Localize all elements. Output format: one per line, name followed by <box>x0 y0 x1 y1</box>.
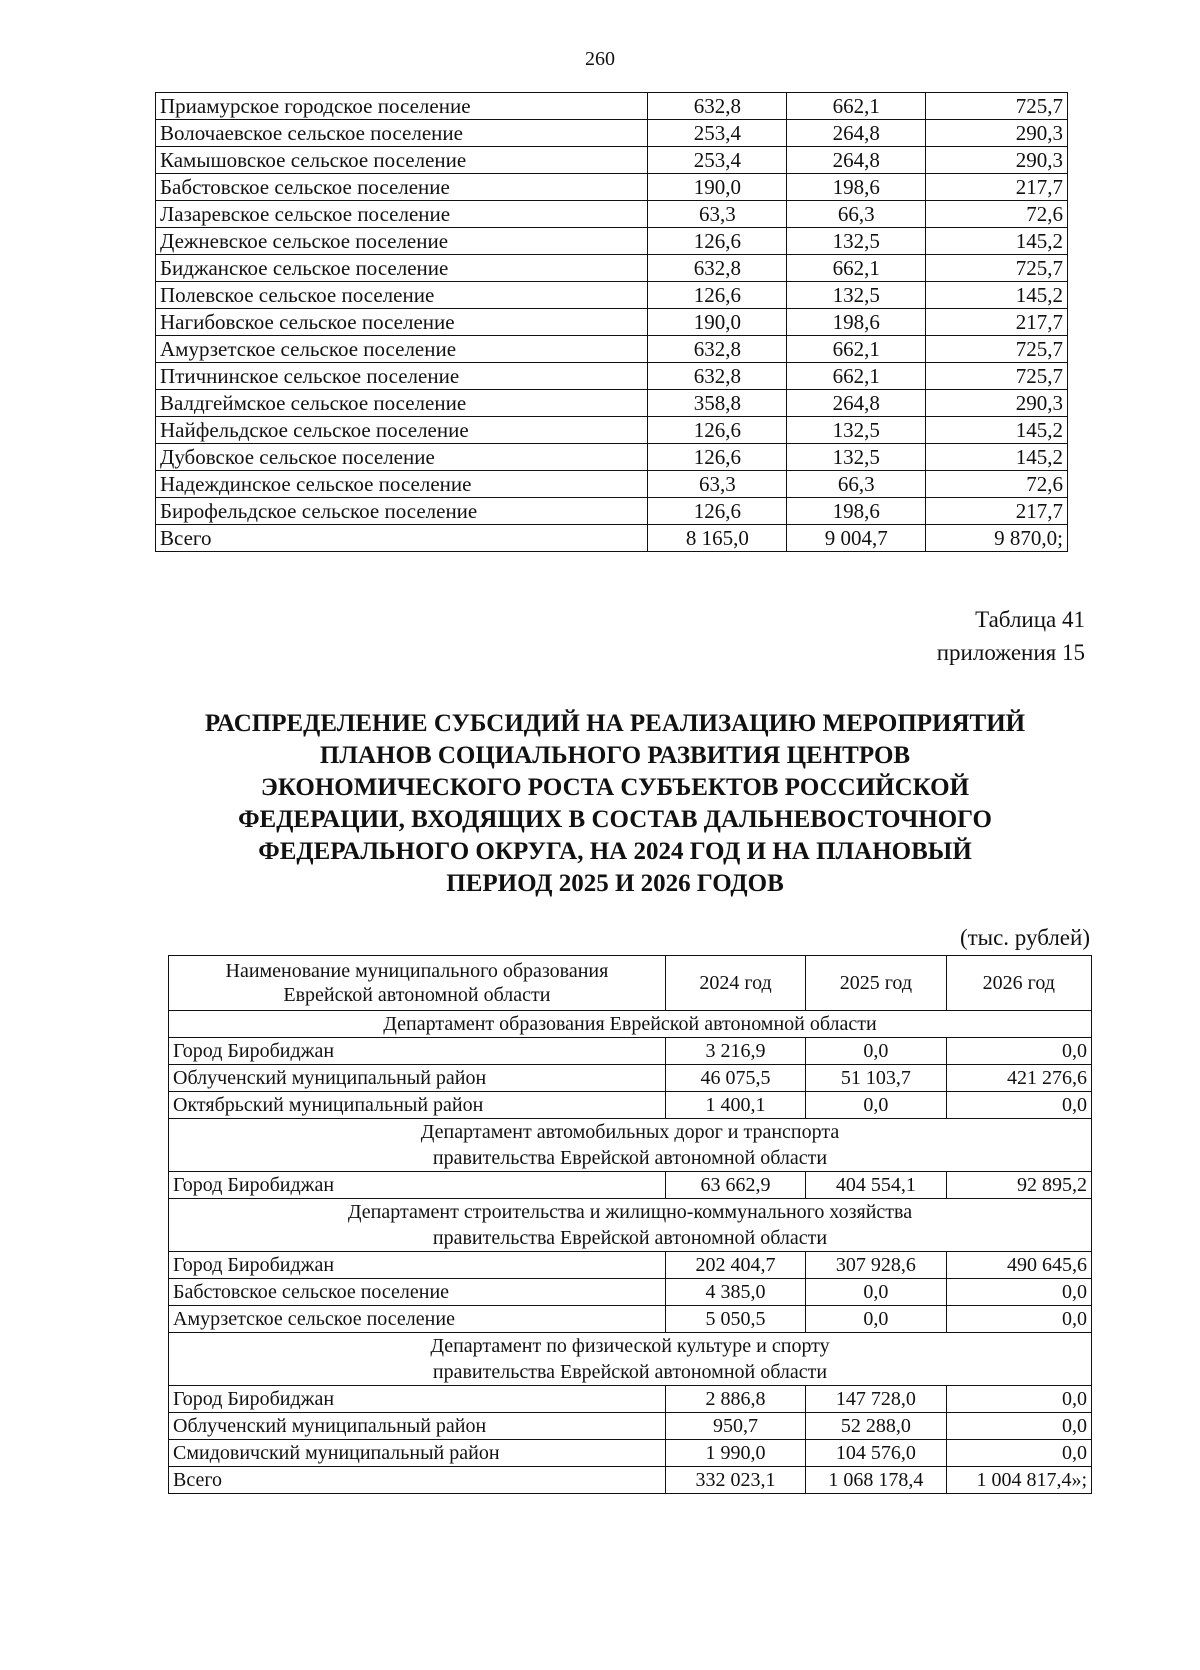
value-2026: 490 645,6 <box>946 1252 1091 1279</box>
value-2025: 0,0 <box>806 1306 946 1333</box>
table-row <box>169 1065 1092 1092</box>
section-title <box>169 1011 1092 1038</box>
table-header-row <box>169 956 1092 1011</box>
value-2024: 126,6 <box>648 444 787 471</box>
table-row <box>156 228 1068 255</box>
section-title-line: правительства Еврейской автономной области <box>432 1227 828 1249</box>
value-2024: 332 023,1 <box>665 1467 805 1494</box>
section-title-line: Департамент по физической культуре и спорту <box>430 1335 830 1357</box>
row-name: Октябрьский муниципальный район <box>169 1092 666 1119</box>
row-name: Амурзетское сельское поселение <box>156 336 648 363</box>
header-name <box>169 956 666 1011</box>
value-2026: 72,6 <box>926 201 1068 228</box>
section-header-row <box>169 1199 1092 1252</box>
table-row <box>156 255 1068 282</box>
value-2024: 2 886,8 <box>665 1386 805 1413</box>
row-name: Облученский муниципальный район <box>169 1413 666 1440</box>
value-2026: 725,7 <box>926 93 1068 120</box>
value-2025: 51 103,7 <box>806 1065 946 1092</box>
row-name: Камышовское сельское поселение <box>156 147 648 174</box>
value-2025: 52 288,0 <box>806 1413 946 1440</box>
table-row <box>156 471 1068 498</box>
row-name: Дубовское сельское поселение <box>156 444 648 471</box>
row-name: Смидовичский муниципальный район <box>169 1440 666 1467</box>
value-2025: 132,5 <box>787 282 926 309</box>
row-name: Город Биробиджан <box>169 1038 666 1065</box>
row-name: Город Биробиджан <box>169 1252 666 1279</box>
value-2026: 725,7 <box>926 255 1068 282</box>
value-2024: 63 662,9 <box>665 1172 805 1199</box>
table-row <box>156 417 1068 444</box>
table-row <box>156 147 1068 174</box>
value-2024: 632,8 <box>648 93 787 120</box>
section-title-line: правительства Еврейской автономной области <box>432 1361 828 1383</box>
row-name: Всего <box>169 1467 666 1494</box>
value-2025: 662,1 <box>787 336 926 363</box>
value-2024: 63,3 <box>648 201 787 228</box>
section-header-row <box>169 1119 1092 1172</box>
section-title-line: Департамент образования Еврейской автономной области <box>383 1013 877 1035</box>
value-2025: 198,6 <box>787 309 926 336</box>
value-2024: 46 075,5 <box>665 1065 805 1092</box>
value-2025: 198,6 <box>787 174 926 201</box>
table-row <box>169 1252 1092 1279</box>
value-2025: 132,5 <box>787 228 926 255</box>
value-2025: 132,5 <box>787 417 926 444</box>
table-row <box>169 1386 1092 1413</box>
value-2026: 145,2 <box>926 282 1068 309</box>
value-2024: 126,6 <box>648 417 787 444</box>
table-label: Таблица 41 <box>975 607 1085 632</box>
header-name-line1: Наименование муниципального образования <box>225 960 609 982</box>
value-2024: 632,8 <box>648 336 787 363</box>
value-2024: 126,6 <box>648 498 787 525</box>
row-name: Валдгеймское сельское поселение <box>156 390 648 417</box>
row-name: Полевское сельское поселение <box>156 282 648 309</box>
section-title-line: правительства Еврейской автономной области <box>432 1147 828 1169</box>
value-2026: 725,7 <box>926 363 1068 390</box>
value-2025: 0,0 <box>806 1279 946 1306</box>
table-row <box>156 309 1068 336</box>
section-title <box>169 1333 1092 1386</box>
table-row <box>156 336 1068 363</box>
section-title-line: Департамент строительства и жилищно-коммунального хозяйства <box>347 1201 913 1223</box>
section-title <box>169 1199 1092 1252</box>
value-2025: 662,1 <box>787 255 926 282</box>
section-header-row <box>169 1011 1092 1038</box>
row-name: Бабстовское сельское поселение <box>156 174 648 201</box>
units-label: (тыс. рублей) <box>959 925 1090 950</box>
value-2026: 0,0 <box>946 1413 1091 1440</box>
value-2024: 5 050,5 <box>665 1306 805 1333</box>
value-2024: 3 216,9 <box>665 1038 805 1065</box>
row-name: Лазаревское сельское поселение <box>156 201 648 228</box>
value-2025: 0,0 <box>806 1092 946 1119</box>
value-2025: 264,8 <box>787 147 926 174</box>
value-2024: 190,0 <box>648 174 787 201</box>
value-2024: 632,8 <box>648 255 787 282</box>
title-line: ПЛАНОВ СОЦИАЛЬНОГО РАЗВИТИЯ ЦЕНТРОВ <box>319 742 911 769</box>
value-2024: 126,6 <box>648 282 787 309</box>
value-2024: 190,0 <box>648 309 787 336</box>
value-2024: 8 165,0 <box>648 525 787 552</box>
value-2026: 725,7 <box>926 336 1068 363</box>
table-row <box>156 174 1068 201</box>
table-row <box>156 390 1068 417</box>
value-2024: 253,4 <box>648 147 787 174</box>
table-row <box>156 498 1068 525</box>
page-number: 260 <box>585 48 615 70</box>
value-2025: 662,1 <box>787 363 926 390</box>
row-name: Надеждинское сельское поселение <box>156 471 648 498</box>
value-2024: 1 400,1 <box>665 1092 805 1119</box>
row-name: Нагибовское сельское поселение <box>156 309 648 336</box>
section-title-line: Департамент автомобильных дорог и транспорта <box>420 1121 840 1143</box>
value-2026: 217,7 <box>926 174 1068 201</box>
table-row <box>156 282 1068 309</box>
value-2026: 0,0 <box>946 1386 1091 1413</box>
value-2025: 1 068 178,4 <box>806 1467 946 1494</box>
document-title <box>150 708 1080 900</box>
row-name: Волочаевское сельское поселение <box>156 120 648 147</box>
title-line: ФЕДЕРАЦИИ, ВХОДЯЩИХ В СОСТАВ ДАЛЬНЕВОСТОЧНОГО <box>238 806 992 833</box>
value-2026: 290,3 <box>926 120 1068 147</box>
value-2025: 404 554,1 <box>806 1172 946 1199</box>
header-2026: 2026 год <box>946 956 1091 1011</box>
value-2026: 1 004 817,4»; <box>946 1467 1091 1494</box>
value-2024: 1 990,0 <box>665 1440 805 1467</box>
value-2025: 132,5 <box>787 444 926 471</box>
value-2026: 217,7 <box>926 498 1068 525</box>
row-name: Город Биробиджан <box>169 1386 666 1413</box>
header-2024: 2024 год <box>665 956 805 1011</box>
appendix-label: приложения 15 <box>936 640 1085 665</box>
value-2025: 147 728,0 <box>806 1386 946 1413</box>
value-2026: 145,2 <box>926 228 1068 255</box>
header-2025: 2025 год <box>806 956 946 1011</box>
table-row <box>156 363 1068 390</box>
value-2026: 290,3 <box>926 390 1068 417</box>
value-2026: 145,2 <box>926 417 1068 444</box>
table-row <box>169 1038 1092 1065</box>
row-name: Бирофельдское сельское поселение <box>156 498 648 525</box>
value-2024: 126,6 <box>648 228 787 255</box>
value-2026: 72,6 <box>926 471 1068 498</box>
row-name: Найфельдское сельское поселение <box>156 417 648 444</box>
title-line: ЭКОНОМИЧЕСКОГО РОСТА СУБЪЕКТОВ РОССИЙСКОЙ <box>260 774 970 801</box>
total-row <box>156 525 1068 552</box>
value-2026: 92 895,2 <box>946 1172 1091 1199</box>
row-name: Амурзетское сельское поселение <box>169 1306 666 1333</box>
value-2026: 0,0 <box>946 1306 1091 1333</box>
value-2025: 264,8 <box>787 120 926 147</box>
value-2025: 66,3 <box>787 201 926 228</box>
header-name-line2: Еврейской автономной области <box>283 984 551 1006</box>
section-title <box>169 1119 1092 1172</box>
value-2025: 66,3 <box>787 471 926 498</box>
value-2025: 198,6 <box>787 498 926 525</box>
value-2024: 4 385,0 <box>665 1279 805 1306</box>
row-name: Бабстовское сельское поселение <box>169 1279 666 1306</box>
value-2024: 253,4 <box>648 120 787 147</box>
table-row <box>156 444 1068 471</box>
value-2025: 9 004,7 <box>787 525 926 552</box>
value-2024: 202 404,7 <box>665 1252 805 1279</box>
row-name: Птичнинское сельское поселение <box>156 363 648 390</box>
table-row <box>169 1172 1092 1199</box>
value-2025: 104 576,0 <box>806 1440 946 1467</box>
value-2026: 0,0 <box>946 1092 1091 1119</box>
value-2024: 63,3 <box>648 471 787 498</box>
table-row <box>169 1092 1092 1119</box>
value-2025: 662,1 <box>787 93 926 120</box>
table-row <box>156 201 1068 228</box>
title-line: РАСПРЕДЕЛЕНИЕ СУБСИДИЙ НА РЕАЛИЗАЦИЮ МЕРОПРИЯТИЙ <box>204 710 1026 737</box>
title-line: ПЕРИОД 2025 И 2026 ГОДОВ <box>446 870 784 897</box>
row-name: Биджанское сельское поселение <box>156 255 648 282</box>
continued-subsidy-table <box>155 92 1068 552</box>
table-row <box>169 1306 1092 1333</box>
table-row <box>156 120 1068 147</box>
table-row <box>156 93 1068 120</box>
value-2025: 0,0 <box>806 1038 946 1065</box>
value-2025: 307 928,6 <box>806 1252 946 1279</box>
row-name: Всего <box>156 525 648 552</box>
value-2024: 358,8 <box>648 390 787 417</box>
value-2024: 632,8 <box>648 363 787 390</box>
row-name: Облученский муниципальный район <box>169 1065 666 1092</box>
value-2026: 421 276,6 <box>946 1065 1091 1092</box>
value-2026: 0,0 <box>946 1279 1091 1306</box>
value-2026: 290,3 <box>926 147 1068 174</box>
value-2026: 0,0 <box>946 1038 1091 1065</box>
value-2026: 9 870,0; <box>926 525 1068 552</box>
row-name: Город Биробиджан <box>169 1172 666 1199</box>
title-line: ФЕДЕРАЛЬНОГО ОКРУГА, НА 2024 ГОД И НА ПЛАНОВЫЙ <box>258 838 972 865</box>
row-name: Приамурское городское поселение <box>156 93 648 120</box>
value-2025: 264,8 <box>787 390 926 417</box>
table-row <box>169 1279 1092 1306</box>
section-header-row <box>169 1333 1092 1386</box>
table-row <box>169 1413 1092 1440</box>
table-41 <box>168 955 1092 1494</box>
total-row <box>169 1467 1092 1494</box>
table-row <box>169 1440 1092 1467</box>
value-2024: 950,7 <box>665 1413 805 1440</box>
value-2026: 145,2 <box>926 444 1068 471</box>
value-2026: 0,0 <box>946 1440 1091 1467</box>
row-name: Дежневское сельское поселение <box>156 228 648 255</box>
value-2026: 217,7 <box>926 309 1068 336</box>
